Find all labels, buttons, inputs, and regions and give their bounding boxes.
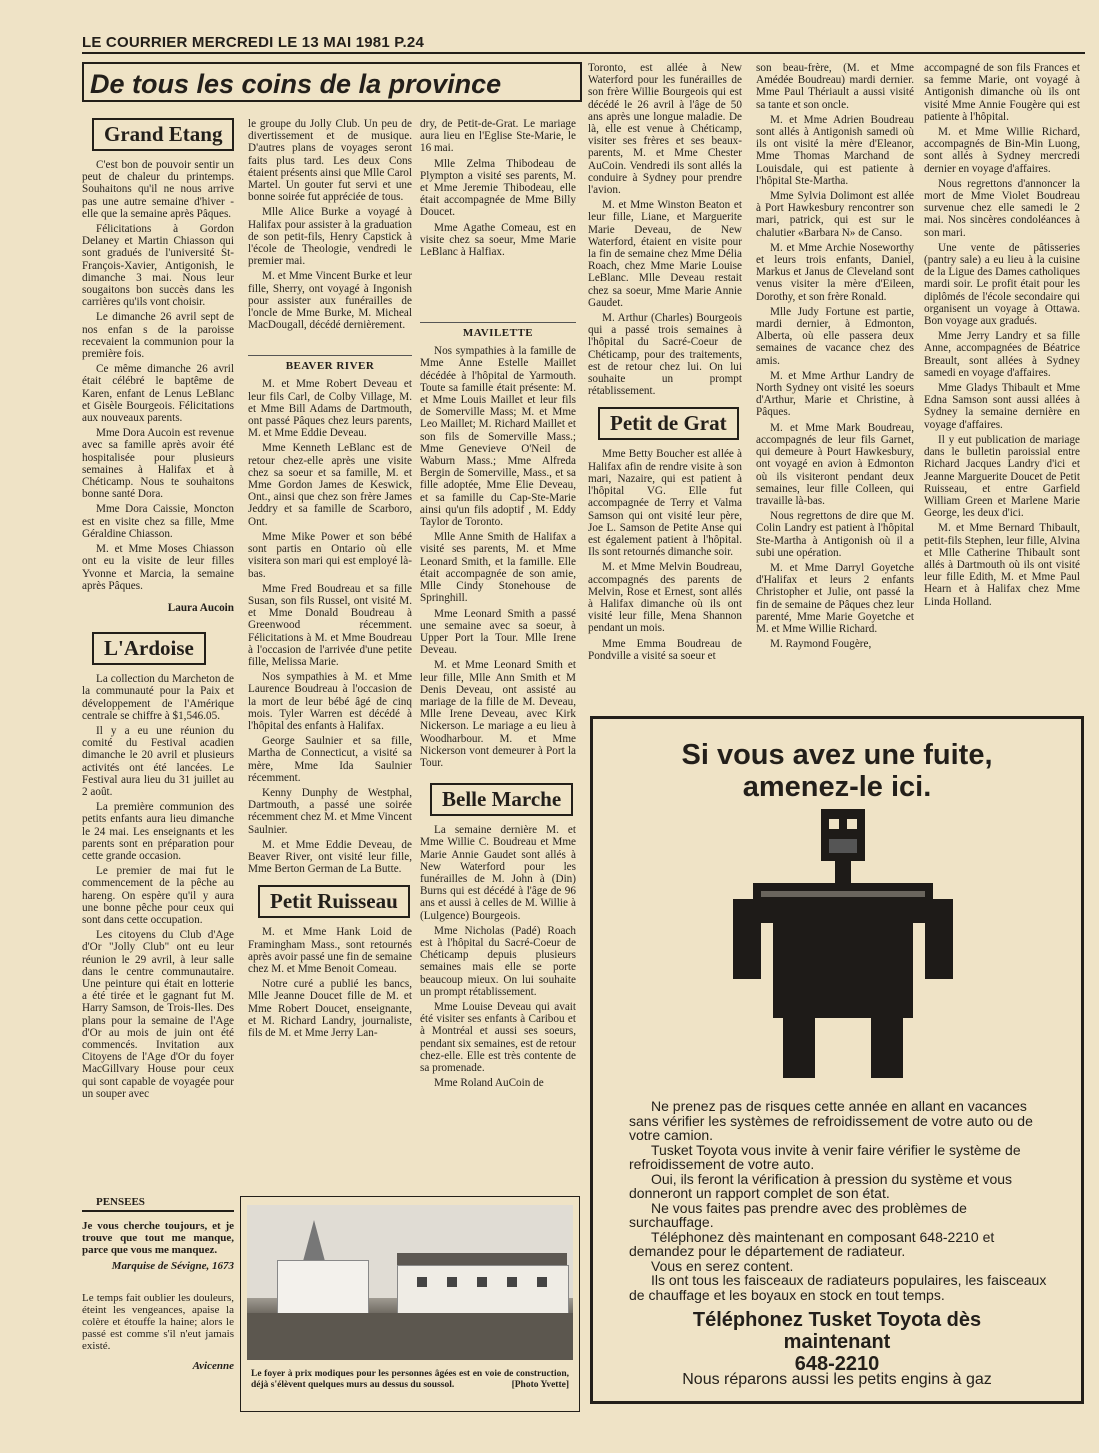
article-paragraph: Mlle Anne Smith de Halifax a visité ses parents, M. et Mme Leonard Smith, et la famille. Elle était accompagnée de son amie, Mlle Cindy Stonehouse de Springhill. xyxy=(420,531,576,605)
article-paragraph: son beau-frère, (M. et Mme Amédée Boudreau) mardi dernier. Mme Paul Thériault a aussi visité sa tante et son oncle. xyxy=(756,62,914,111)
quote-author: Avicenne xyxy=(192,1360,234,1372)
article-paragraph: Mme Jerry Landry et sa fille Anne, accompagnées de Béatrice Breault, sont allées à Sydney samedi en voyage d'affaires. xyxy=(924,330,1080,379)
column-6 xyxy=(924,62,1080,707)
article-paragraph: M. et Mme Leonard Smith et leur fille, Mlle Ann Smith et M Denis Deveau, ont assisté au mariage de la fille de M. Deveau, Mlle Irene Deveau, avec Kirk Nickerson. Le mariage a eu lieu à Woodharbour. M. et Mme Nickerson vont demeurer à Port la Tour. xyxy=(420,659,576,769)
construction-photo xyxy=(247,1205,573,1360)
article-paragraph: M. et Mme Robert Deveau et leur fils Carl, de Colby Village, M. et Mme Bill Adams de Dartmouth, ont passé Pâques chez leurs parents, M. et Mme Eddie Deveau. xyxy=(248,378,412,440)
ad-paragraph: Ne prenez pas de risques cette année en allant en vacances sans vérifier les systèmes de refroidissement de votre auto ou de votre camion. xyxy=(629,1098,1033,1143)
ad-headline-line: Si vous avez une fuite, xyxy=(681,739,993,771)
article-paragraph: Mme Kenneth LeBlanc est de retour chez-elle après une visite chez sa soeur et sa famille, M. et Mme Gordon James de Keswick, Ont., ainsi que chez son frère James Jeddry et sa famille de Scarboro, Ont. xyxy=(248,442,412,528)
grand-etang-heading: Grand Etang xyxy=(92,118,234,151)
article-paragraph: M. et Mme Adrien Boudreau sont allés à Antigonish samedi où ils ont visité la mère d'Eleanor, Mme Thomas Marchand de Louisdale, qui est patiente à l'hôpital Ste-Martha. xyxy=(756,113,914,187)
article-paragraph: Mme Gladys Thibault et Mme Edna Samson sont aussi allées à Sydney la semaine dernière en voyage d'affaires. xyxy=(924,382,1080,431)
ad-paragraph: Tusket Toyota vous invite à venir faire vérifier le système de refroidissement de votre auto. xyxy=(629,1141,1021,1172)
ad-paragraph: Vous en serez content. xyxy=(651,1257,794,1274)
article-paragraph: Mme Sylvia Dolimont est allée à Port Hawkesbury rencontrer son mari, patrick, qui est sur le chalutier «Barbara N» de Canso. xyxy=(756,190,914,239)
article-paragraph: Mlle Judy Fortune est partie, mardi dernier, à Edmonton, Alberta, où elle passera deux semaines de vacance chez des amis. xyxy=(756,305,914,367)
ad-paragraph: Ils ont tous les faisceaux de radiateurs populaires, les faisceaux de chauffage et les boyaux en stock en tout temps. xyxy=(629,1272,1047,1303)
ad-paragraph: Oui, ils feront la vérification à pression du système et vous donneront un rapport complet de son état. xyxy=(629,1170,1013,1201)
ad-headline xyxy=(593,739,1081,803)
article-paragraph: Mme Emma Boudreau de Pondville a visité sa soeur et xyxy=(588,637,742,662)
masthead: LE COURRIER MERCREDI LE 13 MAI 1981 P.24 xyxy=(82,34,424,51)
article-paragraph: Félicitations à Gordon Delaney et Martin Chiasson qui sont gradués de l'université St-François-Xavier, Antigonish, le dimanche 3 mai. Nous leur sougaitons bon succès dans les carrières qu'ils vont choisir. xyxy=(82,223,234,309)
article-paragraph: Mme Nicholas (Padé) Roach est à l'hôpital du Sacré-Coeur de Chéticamp depuis plusieurs semaines mais elle se porte beaucoup mieux. On lui souhaite un prompt rétablissement. xyxy=(420,924,576,998)
article-paragraph: Il y a eu une réunion du comité du Festival acadien dimanche le 20 avril et plusieurs activités ont été lancées. Le Festival aura lieu du 31 juillet au 2 août. xyxy=(82,724,234,798)
ad-headline-line: amenez-le ici. xyxy=(742,771,932,803)
petit-de-grat-heading: Petit de Grat xyxy=(598,407,739,440)
article-paragraph: Mme Louise Deveau qui avait été visiter ses enfants à Caribou et à Montréal et aussi ses soeurs, pendant six semaines, est de retour chez-elle. Elle est très contente de sa promenade. xyxy=(420,1000,576,1074)
article-paragraph: le groupe du Jolly Club. Un peu de divertissement et de musique. D'autres plans de voyages seront faits plus tard. Les deux Cons étaient présents ainsi que Mlle Carol Martel. Un gouter fut servi et une bonne soirée fut appréciée de tous. xyxy=(248,118,412,204)
article-paragraph: Le dimanche 26 avril sept de nos enfan s de la paroisse recevaient la communion pour la première fois. xyxy=(82,311,234,361)
article-paragraph: Mlle Zelma Thibodeau de Plympton a visité ses parents, M. et Mme Jeremie Thibodeau, elle était accompagnée de Mme Billy Doucet. xyxy=(420,157,576,219)
article-paragraph: M. Raymond Fougère, xyxy=(770,638,872,651)
column-5 xyxy=(756,62,914,707)
article-paragraph: Les citoyens du Club d'Age d'Or "Jolly Club" ont eu leur réunion le 29 avril, à leur salle dans le centre communautaire. Une peinture qui était en lotterie a été tirée et le gagnant fut M. Harry Samson, de Trois-Iles. Des plans pour la semaine de l'Age d'Or au mois de juin ont été commencés. Invitation aux Citoyens de l'Age d'Or du foyer MacGillvary House pour ceux qui sont capable de voyagée pour un souper avec xyxy=(82,929,234,1100)
article-paragraph: Mme Betty Boucher est allée à Halifax afin de rendre visite à son mari, Nazaire, qui est patient à l'hôpital VG. Elle fut accompagnée de Terry et Valma Samson qui ont visité leur père, Joe L. Samson de Petite Anse qui est également patient à l'hôpital. Ils sont retournés dimanche soir. xyxy=(588,448,742,559)
article-paragraph: Nous regrettons de dire que M. Colin Landry est patient à l'hôpital Ste-Martha à Antigonish où il a subi une opération. xyxy=(756,510,914,559)
pensees-box xyxy=(82,1196,234,1408)
article-paragraph: M. et Mme Hank Loid de Framingham Mass., sont retournés après avoir passé une fin de semaine chez M. et Mme Benoit Comeau. xyxy=(248,926,412,975)
article-paragraph: M. et Mme Archie Noseworthy et leurs trois enfants, Daniel, Markus et Janus de Cleveland sont venus visiter la mère d'Eileen, Dorothy, et son frère Ronald. xyxy=(756,241,914,303)
article-signature: Laura Aucoin xyxy=(167,601,234,614)
column-4 xyxy=(588,62,742,707)
article-paragraph: Toronto, est allée à New Waterford pour les funérailles de son frère Willie Bourgeois qui est décédé le 26 avril à l'âge de 50 ans après une longue maladie. De là, elle est venue à Chéticamp, visiter ses frères et ses beaux-parents, M. et Mme Chester AuCoin. Vendredi ils sont allés la conduire à Sydney pour prendre l'avion. xyxy=(588,62,742,197)
beaver-river-heading: BEAVER RIVER xyxy=(248,355,412,372)
article-paragraph: Le premier de mai fut le commencement de la pêche au hareng. On espère qu'il y aura une bonne pêche pour ceux qui sont dans cette occupation. xyxy=(82,865,234,926)
article-paragraph: Kenny Dunphy de Westphal, Dartmouth, a passé une soirée récemment chez M. et Mme Vincent Saulnier. xyxy=(248,786,412,836)
mavilette-heading: MAVILETTE xyxy=(420,322,576,339)
article-paragraph: Nous regrettons d'annoncer la mort de Mme Violet Boudreau survenue chez elle samedi le 2 mai. Nos sincères condoléances à son mari. xyxy=(924,177,1080,239)
article-paragraph: M. et Mme Willie Richard, accompagnés de Bin-Min Luong, sont allés à Sydney mercredi dernier en voyage d'affaires. xyxy=(924,126,1080,175)
ad-cta-line: maintenant xyxy=(783,1331,891,1353)
article-paragraph: Une vente de pâtisseries (pantry sale) a eu lieu à la cuisine de la Ligue des Dames catholiques mardi soir. Le profit était pour les diplômés de l'école secondaire qui organisent un voyage à Ottawa. Bon voyage aux gradués. xyxy=(924,241,1080,328)
article-paragraph: Ce même dimanche 26 avril était célébré le baptême de Karen, enfant de Lenus LeBlanc et Gisèle Bourgeois. Félicitations aux nouveaux parents. xyxy=(82,363,234,425)
article-paragraph: Mme Leonard Smith a passé une semaine avec sa soeur, à Upper Port la Tour. Mlle Irene Deveau. xyxy=(420,607,576,657)
article-paragraph: La première communion des petits enfants aura lieu dimanche le 24 mai. Les enseignants et les parents sont en préparation pour cette grande occasion. xyxy=(82,801,234,862)
ad-paragraph: Téléphonez dès maintenant en composant 648-2210 et demandez pour le département de radiateur. xyxy=(629,1228,995,1259)
article-paragraph: Mme Roland AuCoin de xyxy=(434,1077,544,1090)
article-paragraph: Mme Dora Aucoin est revenue avec sa famille après avoir été hospitalisée pour plusieurs semaines à Halifax et à Chéticamp. Nous te souhaitons bonne santé Dora. xyxy=(82,427,234,501)
section-banner: De tous les coins de la province xyxy=(82,62,582,102)
article-paragraph: accompagné de son fils Frances et sa femme Marie, ont voyagé à Antigonish dimanche où ils ont visité Mme Annie Fougère qui est patiente à l'hôpital. xyxy=(924,62,1080,123)
article-paragraph: Mme Fred Boudreau et sa fille Susan, son fils Russel, ont visité M. et Mme Donald Boudreau à Greenwood récemment. Félicitations à M. et Mme Boudreau à l'occasion de l'arrivée d'une petite fille, Melissa Marie. xyxy=(248,582,412,668)
article-paragraph: Nos sympathies à la famille de Mme Anne Estelle Maillet décédée à l'hôpital de Yarmouth. Toute sa famille était présente: M. et Mme Louis Maillet et leur fils de Somerville Mass; M. et Mme Leo Maillet; M. Richard Maillet et son fils de Somerville Mass.; Mme Genevieve O'Neil de Waburn Mass.; Mme Alfreda Bergin de Somerville, Mass., et sa fille adoptée, Mme Elie Deveau, et sa famille du Cap-Ste-Marie ainsi qu'un fils adoptif , M. Eddy Taylor de Toronto. xyxy=(420,345,576,529)
column-1 xyxy=(82,112,234,1172)
toyota-advertisement xyxy=(590,716,1084,1404)
photo-credit: [Photo Yvette] xyxy=(511,1380,569,1390)
caption-text: Le foyer à prix modiques pour les personnes âgées est en voie de construction, déjà s'élèvent quelques murs au dessus du soussol. xyxy=(251,1369,569,1390)
masthead-rule xyxy=(82,52,1085,54)
ad-body xyxy=(629,1099,1049,1302)
article-paragraph: La collection du Marcheton de la communauté pour la Paix et développement de l'Amérique centrale se chiffre à $1,546.05. xyxy=(82,673,234,722)
article-paragraph: M. et Mme Vincent Burke et leur fille, Sherry, ont voyagé à Ingonish pour assister aux funérailles de l'oncle de Mme Burke, M. Micheal MacDougall, décédé dernièrement. xyxy=(248,270,412,332)
article-paragraph: Notre curé a publié les bancs, Mlle Jeanne Doucet fille de M. et Mme Robert Doucet, enseignante, et M. Richard Landry, journaliste, fils de M. et Mme Jerry Lan- xyxy=(248,978,412,1039)
article-paragraph: Il y eut publication de mariage dans le bulletin paroissial entre Richard Jacques Landry d'ici et Jeanne Marguerite Doucet de Petit Ruisseau, et entre Garfield William Green et Marlene Marie George, les deux d'ici. xyxy=(924,433,1080,520)
quote-author: Marquise de Sévigne, 1673 xyxy=(111,1260,234,1272)
article-paragraph: M. Arthur (Charles) Bourgeois qui a passé trois semaines à l'hôpital du Sacré-Coeur de Chéticamp, pour des traitements, est de retour chez lui. On lui souhaite un prompt rétablissement. xyxy=(588,312,742,398)
article-paragraph: Mlle Alice Burke a voyagé à Halifax pour assister à la graduation de son petit-fils, Henry Capstick à l'école de Theologie, vendredi le premier mai. xyxy=(248,206,412,268)
article-paragraph: M. et Mme Melvin Boudreau, accompagnés des parents de Melvin, Rose et Ernest, sont allés à Halifax dimanche où ils ont visité leur fille, Mena Shannon pendant un mois. xyxy=(588,561,742,635)
ad-phone-number: 648-2210 xyxy=(794,1353,880,1375)
quote-text: Le temps fait oublier les douleurs, éteint les vengeances, apaise la colère et étouffe la haine; alors le passé est comme s'il n'eut jamais existé. xyxy=(82,1292,234,1352)
article-paragraph: M. et Mme Arthur Landry de North Sydney ont visité les soeurs d'Arthur, Marie et Christine, à Pâques. xyxy=(756,369,914,419)
article-paragraph: Mme Agathe Comeau, est en visite chez sa soeur, Mme Marie LeBlanc à Halfiax. xyxy=(420,221,576,259)
article-paragraph: M. et Mme Darryl Goyetche d'Halifax et leurs 2 enfants Christopher et Julie, ont passé la fin de semaine de Pâques chez leur parenté, Mme Marie Goyetche et M. et Mme Willie Richard. xyxy=(756,561,914,635)
ad-call-to-action xyxy=(593,1309,1081,1375)
article-paragraph: Mme Dora Caissie, Moncton est en visite chez sa fille, Mme Géraldine Chiasson. xyxy=(82,503,234,540)
radiator-robot-illustration xyxy=(733,809,953,1079)
article-paragraph: Mme Mike Power et son bébé sont partis en Ontario où elle visitera son mari qui est employé là-bas. xyxy=(248,530,412,580)
article-paragraph: M. et Mme Mark Boudreau, accompagnés de leur fils Garnet, qui demeure à Pourt Hawkesbury, ont voyagé en avion à Edmonton où ils visiteront pendant deux semaines, leur fille Colleen, qui travaille là-bas. xyxy=(756,421,914,507)
article-paragraph: M. et Mme Winston Beaton et leur fille, Liane, et Marguerite Marie Deveau, de New Waterford, étaient en visite pour la fin de semaine chez Mme Délia Roach, chez Mme Marie Louise LeBlanc. Mlle Deveau restait chez sa soeur, Mme Marie Annie Gaudet. xyxy=(588,199,742,309)
petit-ruisseau-heading: Petit Ruisseau xyxy=(258,885,410,918)
article-paragraph: C'est bon de pouvoir sentir un peut de chaleur du printemps. Souhaitons qu'il ne nous arrive pas une autre semaine d'hiver - elle que la semaine après Pâques. xyxy=(82,159,234,220)
article-paragraph: George Saulnier et sa fille, Martha de Connecticut, a visité sa mère, Mme Ida Saulnier récemment. xyxy=(248,735,412,784)
photo-caption xyxy=(251,1369,569,1391)
article-paragraph: Nos sympathies à M. et Mme Laurence Boudreau à l'occasion de la mort de leur bébé âgé de cinq mois. Tyler Warren est décédé à l'hôpital des enfants à Halifax. xyxy=(248,671,412,732)
quote-text: Je vous cherche toujours, et je trouve que tout me manque, parce que vous me manquez. xyxy=(82,1220,234,1256)
ad-paragraph: Ne vous faites pas prendre avec des problèmes de surchauffage. xyxy=(629,1199,967,1230)
column-3 xyxy=(420,118,576,1172)
ad-footer: Nous réparons aussi les petits engins à gaz xyxy=(682,1371,992,1388)
article-paragraph: M. et Mme Eddie Deveau, de Beaver River, ont visité leur fille, Mme Berton German de La Butte. xyxy=(248,838,412,876)
belle-marche-heading: Belle Marche xyxy=(430,783,573,816)
article-paragraph: La semaine dernière M. et Mme Willie C. Boudreau et Mme Marie Annie Gaudet sont allés à New Waterford pour les funérailles de M. John à (Din) Burns qui est décédé à l'âge de 96 ans et aussi à celles de M. Willie à (Lulgence) Bourgeois. xyxy=(420,824,576,922)
article-paragraph: M. et Mme Moses Chiasson ont eu la visite de leur filles Yvonne et Marcia, la semaine après Pâques. xyxy=(82,543,234,592)
column-2 xyxy=(248,118,412,1172)
lardoise-heading: L'Ardoise xyxy=(92,632,206,665)
article-paragraph: M. et Mme Bernard Thibault, petit-fils Stephen, leur fille, Alvina et Mlle Catherine Thibault sont allés à Dartmouth où ils ont visité leur fille Edith, M. et Mme Paul Hearn et à Halifax chez Mme Linda Holland. xyxy=(924,522,1080,608)
pensees-heading: PENSEES xyxy=(82,1196,234,1212)
article-paragraph: dry, de Petit-de-Grat. Le mariage aura lieu en l'Eglise Ste-Marie, le 16 mai. xyxy=(420,118,576,155)
ad-cta-line: Téléphonez Tusket Toyota dès xyxy=(692,1309,982,1331)
photo-box xyxy=(240,1196,580,1412)
